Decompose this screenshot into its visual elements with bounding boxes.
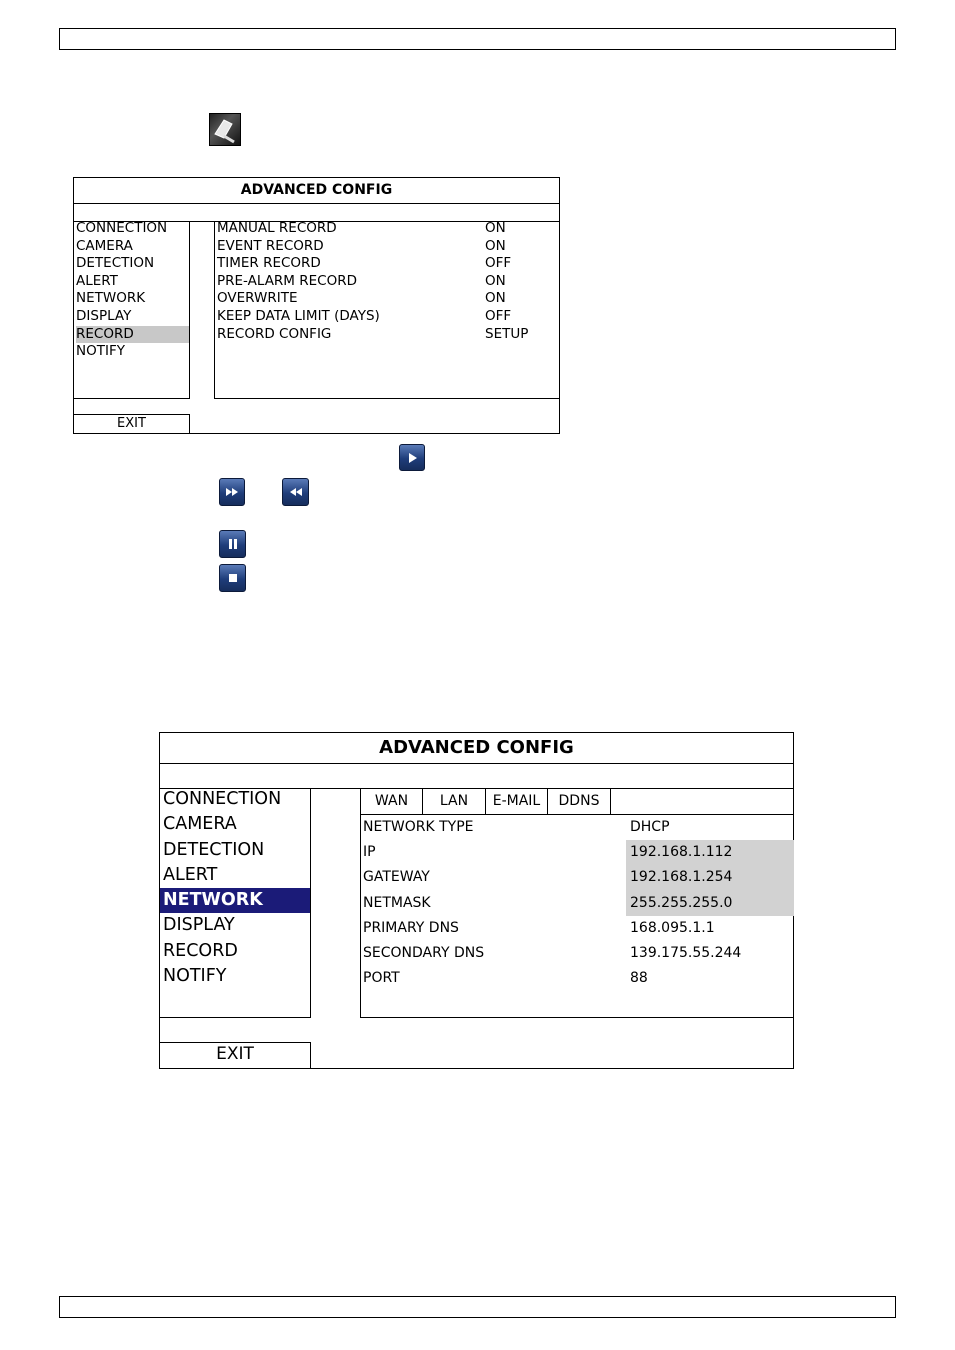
setting-value-network-type[interactable]: DHCP [630, 819, 670, 835]
exit-button[interactable]: EXIT [117, 416, 146, 431]
record-search-icon[interactable] [209, 113, 241, 146]
setting-keep-data-limit: KEEP DATA LIMIT (DAYS) [217, 307, 380, 324]
advanced-config-panel-record [73, 177, 560, 434]
setting-label: PRIMARY DNS [363, 919, 459, 936]
menu-item-alert[interactable]: ALERT [163, 864, 218, 885]
setting-label: IP [363, 844, 376, 861]
menu-item-notify[interactable]: NOTIFY [76, 343, 125, 360]
tab-wan[interactable]: WAN [361, 788, 423, 814]
tab-ddns[interactable]: DDNS [548, 788, 611, 814]
setting-pre-alarm-record: PRE-ALARM RECORD [217, 272, 357, 289]
setting-row-netmask [361, 891, 794, 916]
menu-item-camera[interactable]: CAMERA [163, 814, 237, 835]
setting-record-config: RECORD CONFIG [217, 325, 332, 342]
side-menu [160, 787, 310, 989]
advanced-config-panel-network [159, 732, 794, 1069]
settings-values [485, 220, 555, 343]
setting-value-primary-dns[interactable]: 168.095.1.1 [630, 919, 715, 936]
setting-row-gateway [361, 865, 794, 890]
rewind-icon[interactable] [282, 478, 309, 506]
tab-bar [361, 788, 793, 815]
tab-email[interactable]: E-MAIL [486, 788, 548, 814]
setting-overwrite: OVERWRITE [217, 290, 298, 307]
pause-icon[interactable] [219, 530, 246, 558]
value-pre-alarm-record[interactable]: ON [485, 272, 506, 289]
setting-value-secondary-dns[interactable]: 139.175.55.244 [630, 945, 742, 961]
value-timer-record[interactable]: OFF [485, 255, 512, 272]
setting-row-primary-dns [361, 916, 794, 941]
page-footer-box [59, 1296, 896, 1318]
menu-item-notify[interactable]: NOTIFY [163, 966, 227, 987]
menu-item-detection[interactable]: DETECTION [163, 839, 265, 860]
setting-label: NETWORK TYPE [363, 819, 474, 835]
menu-item-record[interactable]: RECORD [163, 940, 238, 961]
setting-label: NETMASK [363, 894, 431, 911]
setting-value-ip[interactable]: 192.168.1.112 [626, 840, 794, 865]
menu-item-network[interactable]: NETWORK [160, 888, 310, 913]
menu-item-connection[interactable]: CONNECTION [163, 789, 282, 809]
fast-forward-icon[interactable] [219, 478, 245, 506]
menu-item-connection[interactable]: CONNECTION [76, 220, 168, 236]
panel-title: ADVANCED CONFIG [379, 737, 574, 758]
menu-item-network[interactable]: NETWORK [76, 290, 146, 307]
stop-icon[interactable] [219, 564, 246, 592]
play-icon[interactable] [399, 444, 425, 471]
setting-row-ip [361, 840, 794, 865]
value-event-record[interactable]: ON [485, 237, 506, 254]
menu-item-display[interactable]: DISPLAY [76, 307, 132, 324]
setting-row-port [361, 966, 794, 991]
exit-button[interactable]: EXIT [216, 1044, 254, 1064]
setting-value-netmask[interactable]: 255.255.255.0 [626, 891, 794, 916]
menu-item-alert[interactable]: ALERT [76, 272, 118, 289]
value-manual-record[interactable]: ON [485, 220, 506, 236]
menu-item-record[interactable]: RECORD [76, 326, 189, 344]
setting-manual-record: MANUAL RECORD [217, 220, 337, 236]
page-header-box [59, 28, 896, 50]
setting-row-secondary-dns [361, 941, 794, 966]
setting-event-record: EVENT RECORD [217, 237, 324, 254]
value-keep-data-limit[interactable]: OFF [485, 307, 512, 324]
settings-box [360, 788, 793, 1018]
tab-lan[interactable]: LAN [423, 788, 486, 814]
settings-labels [217, 220, 477, 343]
setting-row-network-type [361, 815, 794, 840]
menu-item-camera[interactable]: CAMERA [76, 237, 133, 254]
setting-value-port[interactable]: 88 [630, 970, 648, 987]
menu-item-detection[interactable]: DETECTION [76, 255, 155, 272]
panel-title: ADVANCED CONFIG [240, 182, 393, 198]
value-record-config[interactable]: SETUP [485, 325, 529, 342]
menu-item-display[interactable]: DISPLAY [163, 915, 235, 936]
value-overwrite[interactable]: ON [485, 290, 506, 307]
side-menu [76, 220, 189, 361]
setting-timer-record: TIMER RECORD [217, 255, 321, 272]
setting-label: PORT [363, 970, 400, 987]
setting-label: GATEWAY [363, 869, 430, 886]
setting-value-gateway[interactable]: 192.168.1.254 [626, 865, 794, 890]
setting-label: SECONDARY DNS [363, 945, 485, 961]
